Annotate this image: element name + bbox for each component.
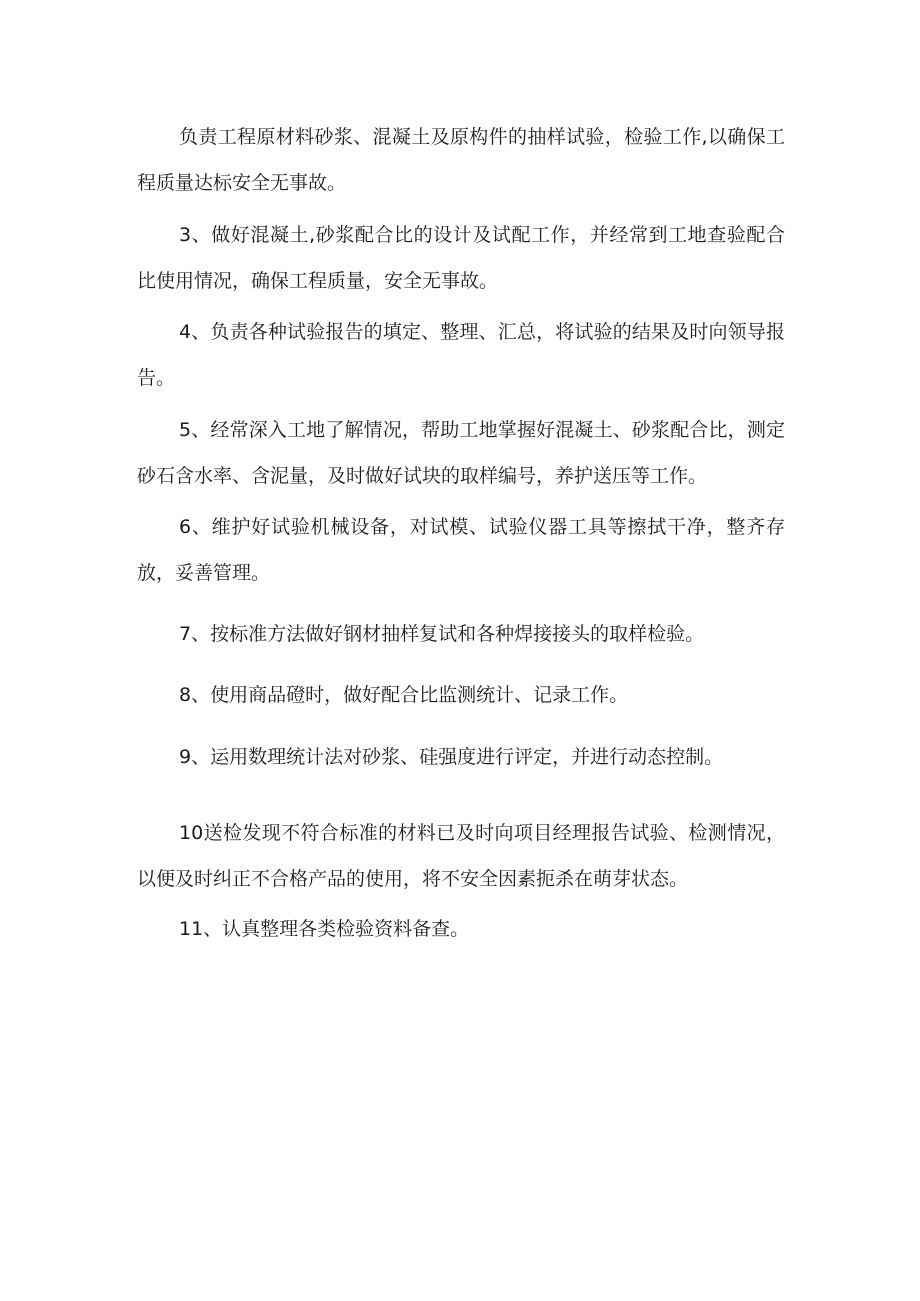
paragraph-9: 10送检发现不符合标准的材料已及时向项目经理报告试验、检测情况，以便及时纠正不合格产品的使用，将不安全因素扼杀在萌芽状态。: [137, 822, 785, 890]
paragraph-7: 8、使用商品磴时，做好配合比监测统计、记录工作。: [179, 684, 629, 706]
paragraph-5: 6、维护好试验机械设备，对试模、试验仪器工具等擦拭干净，整齐存放，妥善管理。: [137, 516, 785, 584]
paragraph-2: 3、做好混凝土,砂浆配合比的设计及试配工作，并经常到工地查验配合比使用情况，确保工程质量，安全无事故。: [137, 224, 785, 292]
paragraph-4: 5、经常深入工地了解情况，帮助工地掌握好混凝土、砂浆配合比，测定砂石含水率、含泥量，及时做好试块的取样编号，养护送压等工作。: [137, 419, 785, 487]
paragraph-3: 4、负责各种试验报告的填定、整理、汇总，将试验的结果及时向领导报告。: [137, 321, 785, 389]
paragraph-1: 负责工程原材料砂浆、混凝土及原构件的抽样试验，检验工作,以确保工程质量达标安全无事故。: [137, 126, 785, 194]
paragraph-10: 11、认真整理各类检验资料备查。: [179, 918, 470, 940]
paragraph-8: 9、运用数理统计法对砂浆、硅强度进行评定，并进行动态控制。: [179, 746, 724, 768]
paragraph-6: 7、按标准方法做好钢材抽样复试和各种焊接接头的取样检验。: [179, 623, 705, 645]
